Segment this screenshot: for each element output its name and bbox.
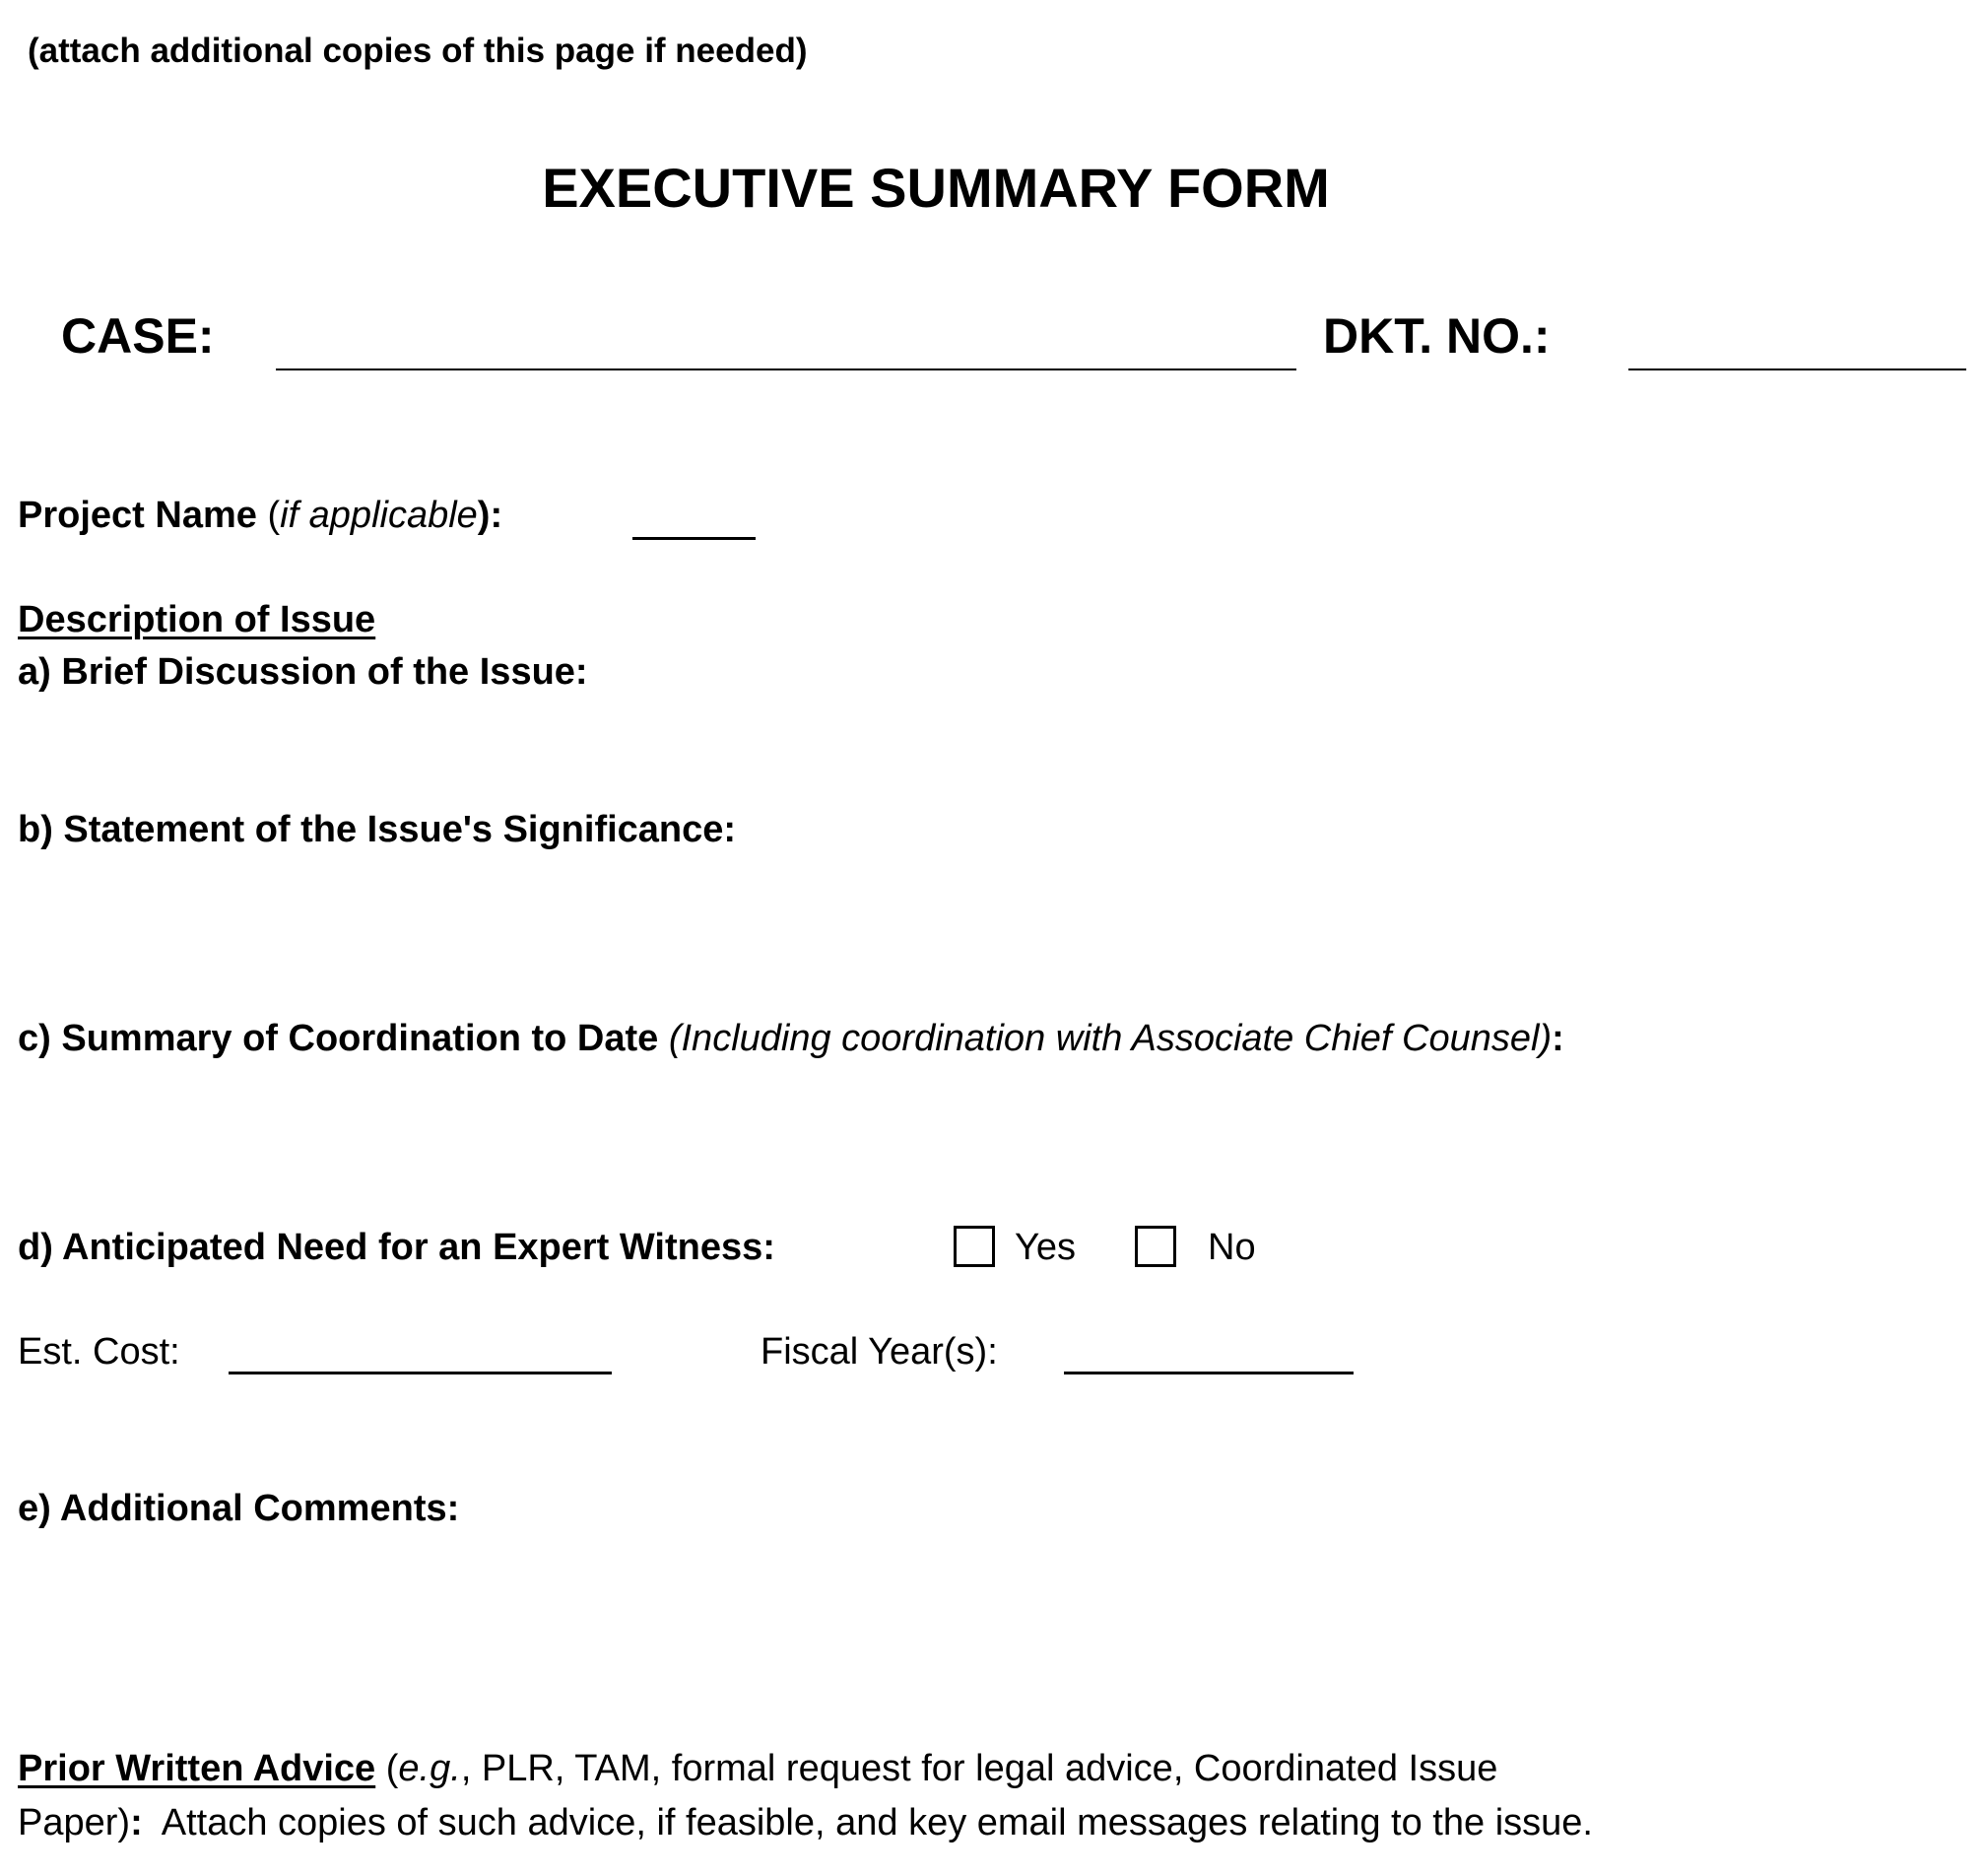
project-name-label	[18, 497, 502, 534]
expert-yes-label: Yes	[1015, 1227, 1076, 1268]
expert-no-checkbox[interactable]	[1135, 1226, 1176, 1267]
eg-text: e.g.	[398, 1748, 461, 1789]
description-heading-text: Description of Issue	[18, 599, 376, 640]
expert-no-label: No	[1208, 1227, 1256, 1268]
item-c-label	[18, 1020, 1564, 1057]
fiscal-year-field[interactable]	[1064, 1372, 1354, 1374]
item-d-label: d) Anticipated Need for an Expert Witness:	[18, 1227, 775, 1268]
fiscal-year-label: Fiscal Year(s):	[761, 1331, 998, 1373]
prior-advice-text-2a: Paper)	[18, 1802, 131, 1843]
docket-field[interactable]	[1628, 368, 1966, 370]
docket-label: DKT. NO.:	[1323, 308, 1551, 364]
project-name-field[interactable]	[632, 537, 756, 540]
project-label-text: Project Name	[18, 495, 257, 536]
item-e-label: e) Additional Comments:	[18, 1488, 460, 1529]
project-hint: if applicable	[280, 495, 478, 536]
colon: :	[1552, 1018, 1564, 1059]
prior-advice-line2	[18, 1804, 1593, 1842]
page-title: EXECUTIVE SUMMARY FORM	[542, 157, 1330, 219]
paren: (	[256, 495, 281, 536]
expert-yes-checkbox[interactable]	[954, 1226, 995, 1267]
prior-advice-heading: Prior Written Advice	[18, 1748, 376, 1789]
description-heading	[18, 601, 375, 638]
item-c-hint: (Including coordination with Associate Chief Counsel)	[668, 1018, 1553, 1059]
prior-advice-text-1: , PLR, TAM, formal request for legal advice, Coordinated Issue	[460, 1748, 1498, 1789]
item-c-text: c) Summary of Coordination to Date	[18, 1018, 659, 1059]
case-label: CASE:	[61, 308, 215, 364]
attach-copies-note: (attach additional copies of this page if needed)	[28, 32, 808, 70]
prior-advice-text-2b: Attach copies of such advice, if feasible, and key email messages relating to the issue.	[142, 1802, 1593, 1843]
paren-colon: ):	[477, 495, 503, 536]
est-cost-field[interactable]	[229, 1372, 612, 1374]
case-field[interactable]	[276, 368, 1296, 370]
paren: (	[375, 1748, 399, 1789]
item-b-label: b) Statement of the Issue's Significance:	[18, 809, 737, 850]
prior-advice-line1	[18, 1750, 1497, 1787]
est-cost-label: Est. Cost:	[18, 1331, 180, 1373]
item-a-label: a) Brief Discussion of the Issue:	[18, 651, 588, 693]
colon: :	[130, 1802, 143, 1843]
